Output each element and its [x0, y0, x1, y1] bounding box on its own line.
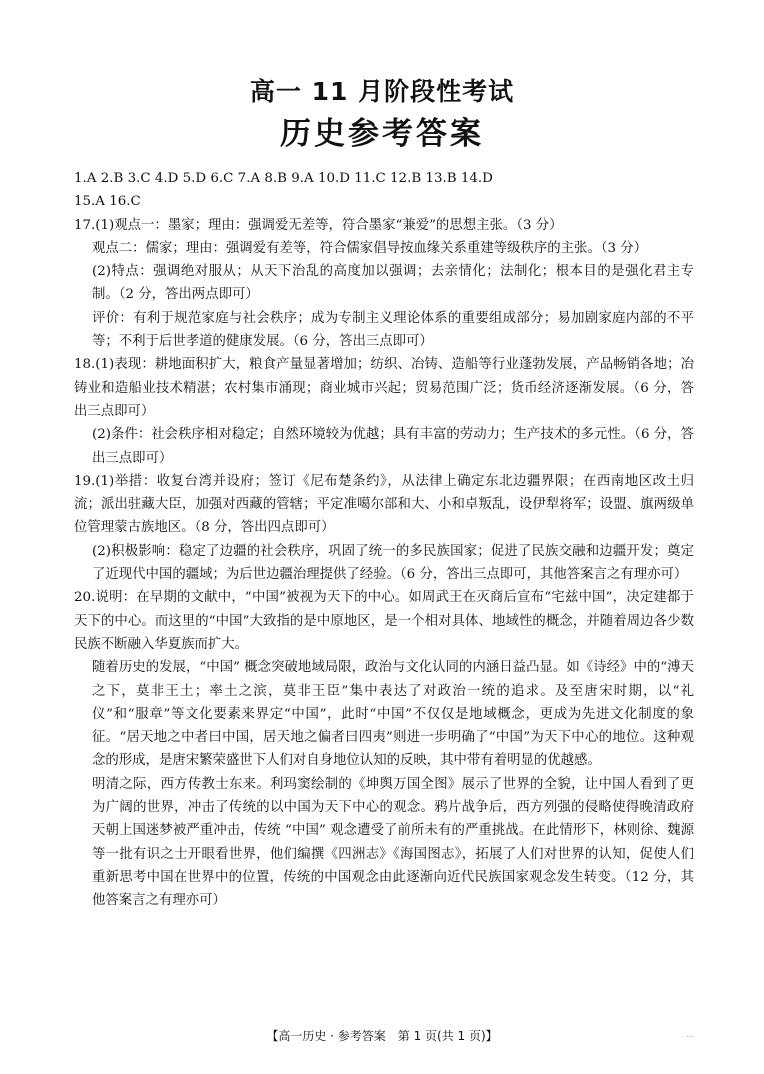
q17-part2-evaluation: 评价：有利于规范家庭与社会秩序；成为专制主义理论体系的重要组成部分；易加剧家庭内部的不平等；不利于后世孝道的健康发展。（6 分，答出三点即可） — [92, 310, 694, 350]
q17-part1-view1: 17.(1)观点一：墨家；理由：强调爱无差等，符合墨家“兼爱”的思想主张。（3 分） — [74, 217, 563, 233]
q20-para1: 20.说明：在早期的文献中，“中国”被视为天下的中心。如周武王在灭商后宣布“宅兹中国”，决定建都于天下的中心。而这里的“中国”大致指的是中原地区，是一个相对具体、地域性的概念，并随着周边各少数民族不断融入华夏族而扩大。 — [74, 590, 694, 652]
corner-dots: ... — [686, 1030, 694, 1039]
answer-content — [74, 167, 694, 913]
q19-part2: (2)积极影响：稳定了边疆的社会秩序，巩固了统一的多民族国家；促进了民族交融和边疆开发；奠定了近现代中国的疆域；为后世边疆治理提供了经验。（6 分，答出三点即可，其他答案言之有理亦可） — [92, 543, 694, 583]
q17-part1-view2: 观点二：儒家；理由：强调爱有差等，符合儒家倡导按血缘关系重建等级秩序的主张。（3 分） — [92, 240, 648, 256]
mc-answers-line-1: 1.A 2.B 3.C 4.D 5.D 6.C 7.A 8.B 9.A 10.D 11.C 12.B 13.B 14.D — [74, 171, 493, 186]
page-footer: 【高一历史 · 参考答案 第 1 页(共 1 页)】 — [266, 1029, 498, 1043]
q19-part1: 19.(1)举措：收复台湾并设府；签订《尼布楚条约》，从法律上确定东北边疆界限；在西南地区改土归流；派出驻藏大臣，加强对西藏的管辖；平定准噶尔部和大、小和卓叛乱，设伊犁将军；设盟、旗两级单位管理蒙古族地区。（8 分，答出四点即可） — [74, 473, 694, 536]
exam-title: 高一 11 月阶段性考试 — [249, 77, 515, 106]
answer-key-title: 历史参考答案 — [280, 116, 484, 152]
q18-part2: (2)条件：社会秩序相对稳定；自然环境较为优越；具有丰富的劳动力；生产技术的多元性。（6 分，答出三点即可） — [92, 427, 694, 466]
q18-part1: 18.(1)表现：耕地面积扩大，粮食产量显著增加；纺织、冶铸、造船等行业蓬勃发展，产品畅销各地；冶铸业和造船业技术精湛；农村集市涌现；商业城市兴起；贸易范围广泛；货币经济逐渐发展。（6 分，答出三点即可） — [74, 357, 694, 419]
q20-para3: 明清之际，西方传教士东来。利玛窦绘制的《坤舆万国全图》展示了世界的全貌，让中国人看到了更为广阔的世界，冲击了传统的以中国为天下中心的观念。鸦片战争后，西方列强的侵略使得晚清政府天朝上国迷梦被严重冲击，传统 “中国” 观念遭受了前所未有的严重挑战。在此情形下，林则徐、魏源等一批有识之士开眼看世界，他们编撰《四洲志》《海国图志》，拓展了人们对世界的认知，促使人们重新思考中国在世界中的位置，传统的中国观念由此逐渐向近代民族国家观念发生转变。（12 分，其他答案言之有理亦可） — [92, 776, 694, 909]
q17-part2-features: (2)特点：强调绝对服从；从天下治乱的高度加以强调；去亲情化；法制化；根本目的是强化君主专制。（2 分，答出两点即可） — [92, 264, 694, 303]
q20-para2: 随着历史的发展，“中国” 概念突破地域局限，政治与文化认同的内涵日益凸显。如《诗经》中的“溥天之下，莫非王土；率土之滨，莫非王臣”集中表达了对政治一统的追求。及至唐宋时期，以“礼仪”和“服章”等文化要素来界定“中国”，此时“中国”不仅仅是地域概念，更成为先进文化制度的象征。“居天地之中者曰中国，居天地之偏者曰四夷”则进一步明确了“中国”为天下中心的地位。这种观念的形成，是唐宋繁荣盛世下人们对自身地位认知的反映，其中带有着明显的优越感。 — [92, 660, 694, 769]
mc-answers-line-2: 15.A 16.C — [74, 194, 141, 210]
